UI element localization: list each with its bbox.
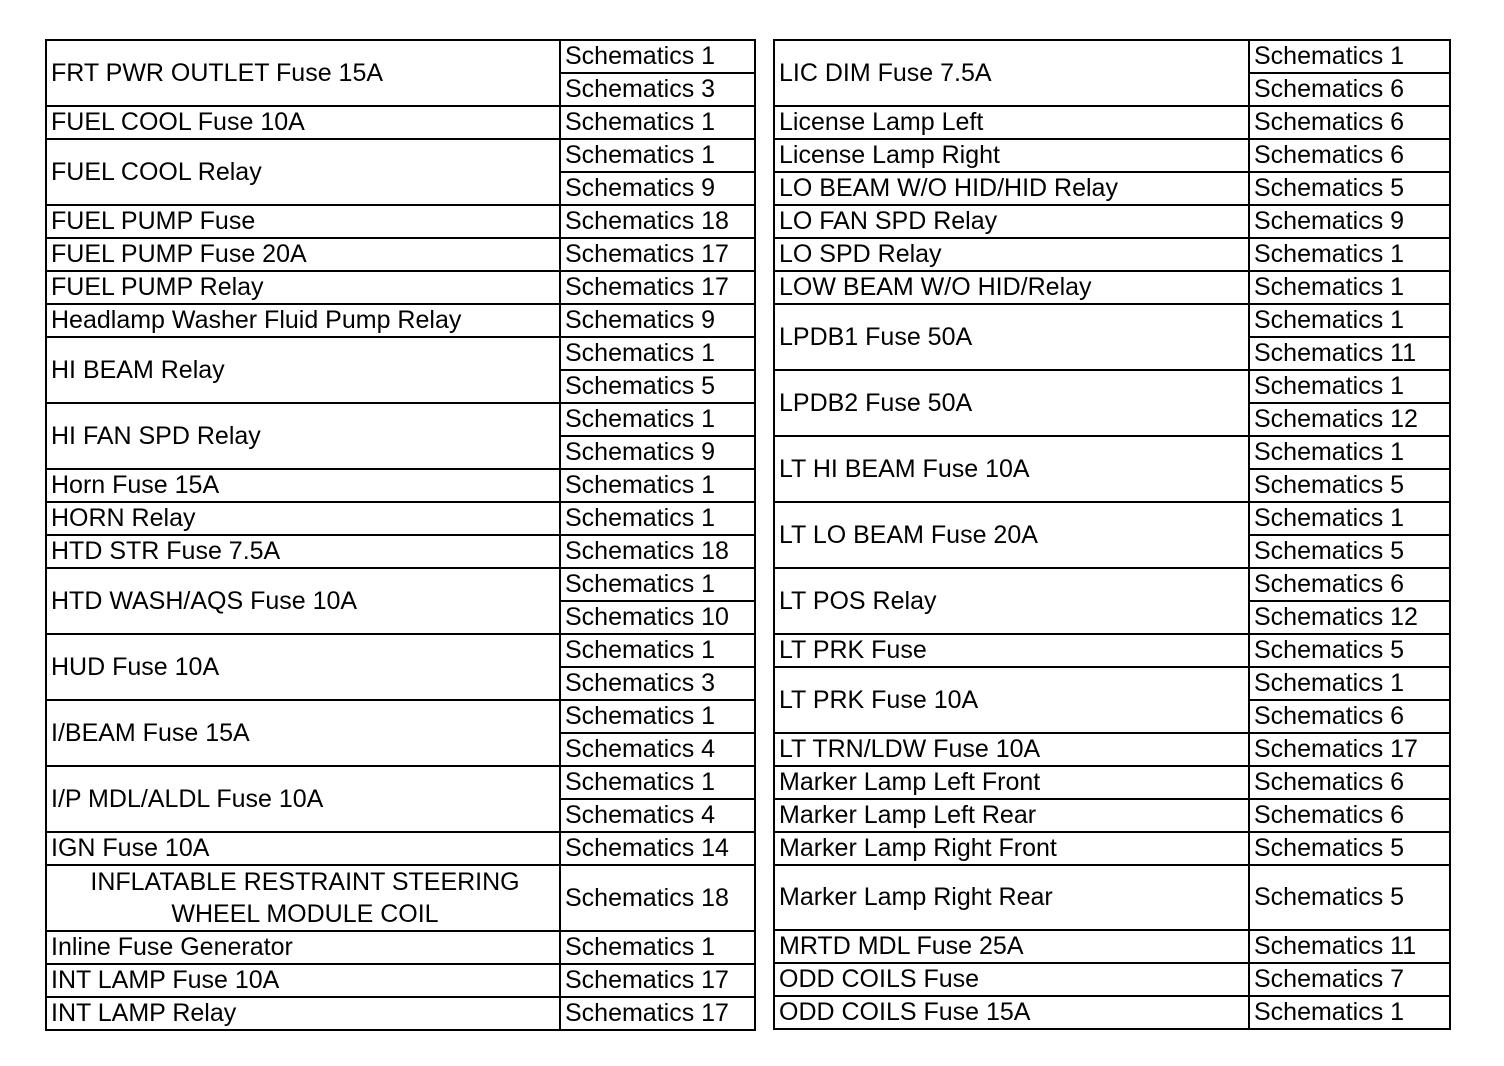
- component-name: Marker Lamp Left Rear: [774, 799, 1249, 832]
- schematic-ref: Schematics 6: [1249, 766, 1450, 799]
- component-name: FUEL COOL Fuse 10A: [46, 106, 560, 139]
- table-row: [46, 469, 755, 502]
- schematic-ref: Schematics 1: [1249, 996, 1450, 1029]
- table-row: [774, 865, 1450, 930]
- table-row: [774, 40, 1450, 73]
- schematic-ref: Schematics 6: [1249, 106, 1450, 139]
- component-name: License Lamp Right: [774, 139, 1249, 172]
- component-name: Headlamp Washer Fluid Pump Relay: [46, 304, 560, 337]
- component-name: Inline Fuse Generator: [46, 931, 560, 964]
- schematic-ref: Schematics 10: [560, 601, 755, 634]
- component-name: Marker Lamp Right Rear: [774, 865, 1249, 930]
- table-row: [774, 304, 1450, 337]
- table-row: [46, 337, 755, 370]
- table-row: [774, 436, 1450, 469]
- schematic-ref: Schematics 5: [1249, 865, 1450, 930]
- component-name: LO BEAM W/O HID/HID Relay: [774, 172, 1249, 205]
- table-row: [774, 766, 1450, 799]
- table-row: [774, 930, 1450, 963]
- schematic-ref: Schematics 9: [560, 172, 755, 205]
- schematic-ref: Schematics 1: [560, 139, 755, 172]
- table-row: [46, 832, 755, 865]
- schematic-ref: Schematics 18: [560, 535, 755, 568]
- table-row: [46, 997, 755, 1030]
- component-name: [46, 865, 560, 931]
- table-row: [774, 205, 1450, 238]
- table-row: [46, 205, 755, 238]
- schematic-ref: Schematics 17: [560, 997, 755, 1030]
- schematic-ref: Schematics 1: [560, 337, 755, 370]
- schematic-ref: Schematics 4: [560, 799, 755, 832]
- schematic-ref: Schematics 1: [560, 403, 755, 436]
- schematic-ref: Schematics 5: [560, 370, 755, 403]
- table-row: [46, 766, 755, 799]
- table-row: [46, 865, 755, 931]
- schematic-ref: Schematics 1: [1249, 436, 1450, 469]
- schematic-ref: Schematics 6: [1249, 799, 1450, 832]
- component-name: LT HI BEAM Fuse 10A: [774, 436, 1249, 502]
- table-row: [46, 931, 755, 964]
- component-name: IGN Fuse 10A: [46, 832, 560, 865]
- table-row: [774, 172, 1450, 205]
- schematic-ref: Schematics 5: [1249, 832, 1450, 865]
- component-name: LT TRN/LDW Fuse 10A: [774, 733, 1249, 766]
- schematic-ref: Schematics 11: [1249, 337, 1450, 370]
- component-name: FUEL PUMP Relay: [46, 271, 560, 304]
- table-row: [46, 634, 755, 667]
- schematic-ref: Schematics 1: [560, 700, 755, 733]
- component-index-table-right: [773, 39, 1451, 1030]
- schematic-ref: Schematics 18: [560, 865, 755, 931]
- table-row: [46, 535, 755, 568]
- table-row: [46, 700, 755, 733]
- table-row: [46, 403, 755, 436]
- schematic-ref: Schematics 14: [560, 832, 755, 865]
- schematic-ref: Schematics 1: [1249, 304, 1450, 337]
- table-row: [774, 799, 1450, 832]
- schematic-ref: Schematics 5: [1249, 172, 1450, 205]
- schematic-ref: Schematics 1: [560, 106, 755, 139]
- component-name: I/BEAM Fuse 15A: [46, 700, 560, 766]
- schematic-ref: Schematics 1: [1249, 271, 1450, 304]
- component-name: Marker Lamp Left Front: [774, 766, 1249, 799]
- table-row: [774, 106, 1450, 139]
- component-name: HTD STR Fuse 7.5A: [46, 535, 560, 568]
- schematic-ref: Schematics 9: [560, 436, 755, 469]
- schematic-ref: Schematics 1: [1249, 502, 1450, 535]
- component-name: License Lamp Left: [774, 106, 1249, 139]
- table-row: [774, 238, 1450, 271]
- schematic-ref: Schematics 4: [560, 733, 755, 766]
- component-name: INT LAMP Fuse 10A: [46, 964, 560, 997]
- schematic-ref: Schematics 9: [560, 304, 755, 337]
- schematic-ref: Schematics 6: [1249, 139, 1450, 172]
- table-row: [774, 370, 1450, 403]
- schematic-ref: Schematics 3: [560, 667, 755, 700]
- component-name: LO SPD Relay: [774, 238, 1249, 271]
- schematic-ref: Schematics 5: [1249, 535, 1450, 568]
- schematic-ref: Schematics 1: [1249, 370, 1450, 403]
- component-name: HI BEAM Relay: [46, 337, 560, 403]
- table-row: [46, 40, 755, 73]
- component-name: LPDB2 Fuse 50A: [774, 370, 1249, 436]
- schematic-ref: Schematics 9: [1249, 205, 1450, 238]
- component-name: LPDB1 Fuse 50A: [774, 304, 1249, 370]
- table-row: [774, 832, 1450, 865]
- component-name: INT LAMP Relay: [46, 997, 560, 1030]
- table-row: [774, 733, 1450, 766]
- component-name: ODD COILS Fuse 15A: [774, 996, 1249, 1029]
- table-row: [774, 963, 1450, 996]
- schematic-ref: Schematics 1: [560, 568, 755, 601]
- component-name-line: WHEEL MODULE COIL: [171, 900, 439, 928]
- component-name: HI FAN SPD Relay: [46, 403, 560, 469]
- schematic-ref: Schematics 1: [560, 766, 755, 799]
- schematic-ref: Schematics 5: [1249, 634, 1450, 667]
- schematic-ref: Schematics 1: [560, 634, 755, 667]
- table-row: [46, 139, 755, 172]
- component-name: LOW BEAM W/O HID/Relay: [774, 271, 1249, 304]
- component-name: LT PRK Fuse 10A: [774, 667, 1249, 733]
- component-name: Horn Fuse 15A: [46, 469, 560, 502]
- component-name: FUEL PUMP Fuse: [46, 205, 560, 238]
- table-row: [774, 271, 1450, 304]
- table-row: [774, 634, 1450, 667]
- schematic-ref: Schematics 1: [560, 931, 755, 964]
- schematic-ref: Schematics 1: [560, 469, 755, 502]
- table-row: [774, 502, 1450, 535]
- component-name: Marker Lamp Right Front: [774, 832, 1249, 865]
- table-row: [46, 304, 755, 337]
- component-name: FUEL COOL Relay: [46, 139, 560, 205]
- schematic-ref: Schematics 17: [1249, 733, 1450, 766]
- schematic-ref: Schematics 5: [1249, 469, 1450, 502]
- table-row: [46, 271, 755, 304]
- table-row: [46, 502, 755, 535]
- schematic-ref: Schematics 12: [1249, 601, 1450, 634]
- component-name: FRT PWR OUTLET Fuse 15A: [46, 40, 560, 106]
- component-name: HORN Relay: [46, 502, 560, 535]
- table-row: [774, 139, 1450, 172]
- component-name: MRTD MDL Fuse 25A: [774, 930, 1249, 963]
- table-row: [774, 568, 1450, 601]
- table-row: [774, 996, 1450, 1029]
- schematic-ref: Schematics 6: [1249, 73, 1450, 106]
- schematic-ref: Schematics 18: [560, 205, 755, 238]
- schematic-ref: Schematics 3: [560, 73, 755, 106]
- schematic-ref: Schematics 17: [560, 964, 755, 997]
- component-name: FUEL PUMP Fuse 20A: [46, 238, 560, 271]
- component-name: ODD COILS Fuse: [774, 963, 1249, 996]
- schematic-ref: Schematics 17: [560, 238, 755, 271]
- table-row: [46, 964, 755, 997]
- table-row: [774, 667, 1450, 700]
- schematic-ref: Schematics 6: [1249, 700, 1450, 733]
- table-row: [46, 106, 755, 139]
- component-name: LO FAN SPD Relay: [774, 205, 1249, 238]
- schematic-ref: Schematics 1: [1249, 238, 1450, 271]
- component-name-line: INFLATABLE RESTRAINT STEERING: [90, 868, 520, 896]
- schematic-ref: Schematics 1: [1249, 667, 1450, 700]
- schematic-ref: Schematics 6: [1249, 568, 1450, 601]
- component-name: HTD WASH/AQS Fuse 10A: [46, 568, 560, 634]
- schematic-ref: Schematics 7: [1249, 963, 1450, 996]
- schematic-ref: Schematics 12: [1249, 403, 1450, 436]
- schematic-ref: Schematics 1: [560, 40, 755, 73]
- component-name: LT POS Relay: [774, 568, 1249, 634]
- component-name: HUD Fuse 10A: [46, 634, 560, 700]
- schematic-ref: Schematics 17: [560, 271, 755, 304]
- component-name: I/P MDL/ALDL Fuse 10A: [46, 766, 560, 832]
- table-row: [46, 568, 755, 601]
- schematic-ref: Schematics 1: [560, 502, 755, 535]
- schematic-ref: Schematics 1: [1249, 40, 1450, 73]
- schematic-ref: Schematics 11: [1249, 930, 1450, 963]
- component-name: LT PRK Fuse: [774, 634, 1249, 667]
- component-name: LIC DIM Fuse 7.5A: [774, 40, 1249, 106]
- component-index-table-left: [45, 39, 756, 1031]
- component-name: LT LO BEAM Fuse 20A: [774, 502, 1249, 568]
- table-row: [46, 238, 755, 271]
